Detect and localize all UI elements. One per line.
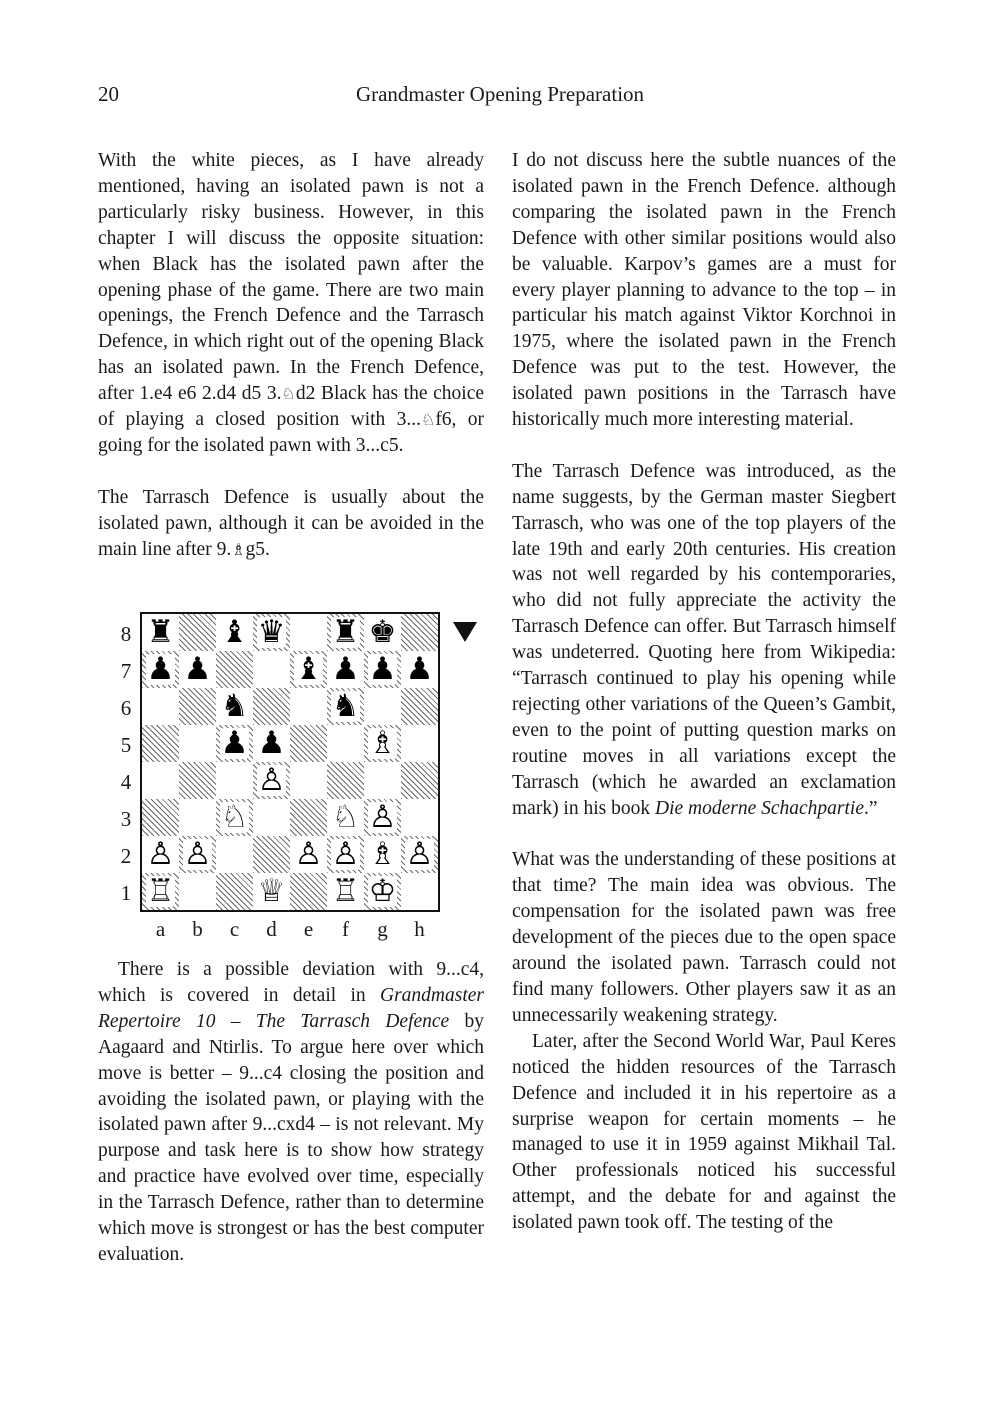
chess-piece: ♟ — [368, 651, 397, 687]
chess-piece-glyph: ♗ — [231, 539, 246, 559]
square-c6 — [216, 688, 253, 725]
square-d4 — [253, 762, 290, 799]
rank-label: 5 — [120, 733, 132, 757]
rank-label: 3 — [120, 807, 132, 831]
file-label: e — [303, 917, 314, 941]
chess-piece: ♝ — [220, 614, 249, 650]
square-a7 — [142, 651, 179, 688]
square-b1 — [179, 873, 216, 910]
square-c5 — [216, 725, 253, 762]
square-b4 — [179, 762, 216, 799]
square-c4 — [216, 762, 253, 799]
rank-label: 4 — [120, 770, 132, 794]
left-column — [98, 148, 484, 562]
chess-piece: ♙ — [405, 836, 434, 872]
square-f8 — [327, 614, 364, 651]
square-d2 — [253, 836, 290, 873]
square-f5 — [327, 725, 364, 762]
square-f3 — [327, 799, 364, 836]
file-label: f — [342, 917, 349, 941]
rank-label: 6 — [120, 696, 132, 720]
square-g8 — [364, 614, 401, 651]
paragraph: I do not discuss here the subtle nuances of the isolated pawn in the French Defence. although comparing the isolated pawn in the French Defence with other similar positions would also be valuable. Karpov’s games are a must for every player planning to advance to the top – in particular his match against Viktor Korchnoi in 1975, where the isolated pawn in the French Defence was put to the test. However, the isolated pawn positions in the Tarrasch have historically much more interesting material. — [512, 150, 896, 431]
square-e8 — [290, 614, 327, 651]
square-g3 — [364, 799, 401, 836]
paragraph: There is a possible deviation with 9...c4, which is covered in detail in Grandmaster Repertoire 10 – The Tarrasch Defence by Aagaard and Ntirlis. To argue here over which move is better – 9...c4 closing the position and avoiding the isolated pawn, or playing with the isolated pawn after 9...cxd4 – is not relevant. My purpose and task here is to show how strategy and practice have evolved over time, especially in the Tarrasch Defence, rather than to determine which move is strongest or has the best computer evaluation. — [98, 959, 485, 1265]
square-g5 — [364, 725, 401, 762]
chess-piece: ♙ — [183, 836, 212, 872]
chess-piece: ♖ — [146, 873, 175, 909]
square-h5 — [401, 725, 438, 762]
file-label: d — [266, 917, 277, 941]
square-g1 — [364, 873, 401, 910]
square-c8 — [216, 614, 253, 651]
square-b2 — [179, 836, 216, 873]
chess-piece: ♝ — [294, 651, 323, 687]
left-column-continued — [98, 957, 484, 1268]
chess-piece: ♛ — [257, 614, 286, 650]
square-f4 — [327, 762, 364, 799]
square-a2 — [142, 836, 179, 873]
chess-piece-glyph: ♘ — [420, 410, 436, 430]
rank-label: 8 — [120, 622, 132, 646]
chess-piece: ♟ — [183, 651, 212, 687]
chess-piece: ♟ — [146, 651, 175, 687]
square-e1 — [290, 873, 327, 910]
square-a6 — [142, 688, 179, 725]
file-label: a — [155, 917, 166, 941]
chess-piece: ♗ — [368, 836, 397, 872]
square-b3 — [179, 799, 216, 836]
square-b7 — [179, 651, 216, 688]
square-g4 — [364, 762, 401, 799]
italic-title: Die moderne Schachpartie — [654, 797, 865, 819]
square-h2 — [401, 836, 438, 873]
square-a4 — [142, 762, 179, 799]
chess-piece: ♘ — [220, 799, 249, 835]
chess-board — [140, 612, 440, 912]
square-h6 — [401, 688, 438, 725]
chess-piece: ♟ — [220, 725, 249, 761]
chess-piece: ♞ — [220, 688, 249, 724]
square-a3 — [142, 799, 179, 836]
right-column — [512, 148, 896, 1236]
file-label: c — [229, 917, 240, 941]
square-f2 — [327, 836, 364, 873]
square-f6 — [327, 688, 364, 725]
square-e3 — [290, 799, 327, 836]
square-b8 — [179, 614, 216, 651]
chess-piece: ♖ — [331, 873, 360, 909]
chess-piece: ♙ — [294, 836, 323, 872]
square-d8 — [253, 614, 290, 651]
square-b5 — [179, 725, 216, 762]
square-e5 — [290, 725, 327, 762]
chess-piece: ♜ — [146, 614, 175, 650]
chess-piece: ♟ — [331, 651, 360, 687]
running-title: Grandmaster Opening Preparation — [355, 82, 645, 106]
square-a8 — [142, 614, 179, 651]
italic-title: Grandmaster Repertoire 10 – The Tarrasch Defence — [98, 984, 484, 1032]
square-h7 — [401, 651, 438, 688]
rank-label: 2 — [120, 844, 132, 868]
square-d6 — [253, 688, 290, 725]
square-h4 — [401, 762, 438, 799]
rank-label: 7 — [120, 659, 132, 683]
chess-piece: ♙ — [331, 836, 360, 872]
square-h8 — [401, 614, 438, 651]
square-g6 — [364, 688, 401, 725]
chess-piece: ♜ — [331, 614, 360, 650]
square-d3 — [253, 799, 290, 836]
square-b6 — [179, 688, 216, 725]
file-label: h — [414, 917, 425, 941]
square-e2 — [290, 836, 327, 873]
square-c3 — [216, 799, 253, 836]
square-d1 — [253, 873, 290, 910]
paragraph: With the white pieces, as I have already mentioned, having an isolated pawn is not a particularly risky business. However, in this chapter I will discuss the opposite situation: when Black has the isolated pawn after the opening phase of the game. There are two main openings, the French Defence and the Tarrasch Defence, in which right out of the opening Black has an isolated pawn. In the French Defence, after 1.e4 e6 2.d4 d5 3.♘d2 Black has the choice of playing a closed position with 3...♘f6, or going for the isolated pawn with 3...c5. — [98, 150, 484, 456]
square-c2 — [216, 836, 253, 873]
paragraph: The Tarrasch Defence was introduced, as the name suggests, by the German master Siegbert Tarrasch, who was one of the top players of the late 19th and early 20th centuries. His creation was not well regarded by his contemporaries, who did not fully appreciate the activity the Tarrasch Defence can offer. But Tarrasch himself was undeterred. Quoting here from Wikipedia: “Tarrasch continued to play his opening while rejecting other variations of the Queen’s Gambit, even to the point of putting question marks on routine moves in all variations except the Tarrasch (which he awarded an exclamation mark) in his book Die moderne Schachpartie.” — [512, 460, 896, 819]
square-a5 — [142, 725, 179, 762]
paragraph: The Tarrasch Defence is usually about the isolated pawn, although it can be avoided in the main line after 9.♗g5. — [98, 486, 484, 560]
square-e7 — [290, 651, 327, 688]
square-e4 — [290, 762, 327, 799]
square-h3 — [401, 799, 438, 836]
chess-piece: ♗ — [368, 725, 397, 761]
rank-label: 1 — [120, 881, 132, 905]
square-f1 — [327, 873, 364, 910]
chess-piece: ♔ — [368, 873, 397, 909]
chess-piece: ♘ — [331, 799, 360, 835]
file-label: g — [377, 917, 388, 941]
paragraph: What was the understanding of these positions at that time? The main idea was obvious. The compensation for the isolated pawn was free development of the pieces due to the open space around the isolated pawn. Tarrasch could not find many followers. Other players saw it as an unnecessarily weakening strategy. — [512, 849, 896, 1026]
square-c7 — [216, 651, 253, 688]
paragraph: Later, after the Second World War, Paul Keres noticed the hidden resources of the Tarrasch Defence and included it in his repertoire as a surprise weapon for certain moments – he managed to use it in 1959 against Mikhail Tal. Other professionals noticed his successful attempt, and the debate for and against the isolated pawn took off. The testing of the — [512, 1030, 896, 1234]
chess-piece: ♚ — [368, 614, 397, 650]
square-h1 — [401, 873, 438, 910]
square-g2 — [364, 836, 401, 873]
chess-piece: ♟ — [405, 651, 434, 687]
chess-piece: ♞ — [331, 688, 360, 724]
chess-piece: ♟ — [257, 725, 286, 761]
square-d5 — [253, 725, 290, 762]
chess-piece: ♙ — [257, 762, 286, 798]
square-a1 — [142, 873, 179, 910]
square-c1 — [216, 873, 253, 910]
page-number: 20 — [98, 82, 119, 106]
square-e6 — [290, 688, 327, 725]
square-g7 — [364, 651, 401, 688]
square-d7 — [253, 651, 290, 688]
black-to-move-icon — [453, 622, 477, 642]
chess-piece: ♙ — [146, 836, 175, 872]
chess-diagram — [108, 612, 488, 947]
square-f7 — [327, 651, 364, 688]
chess-piece: ♕ — [257, 873, 286, 909]
chess-piece: ♙ — [368, 799, 397, 835]
file-label: b — [192, 917, 203, 941]
chess-piece-glyph: ♘ — [281, 384, 296, 404]
